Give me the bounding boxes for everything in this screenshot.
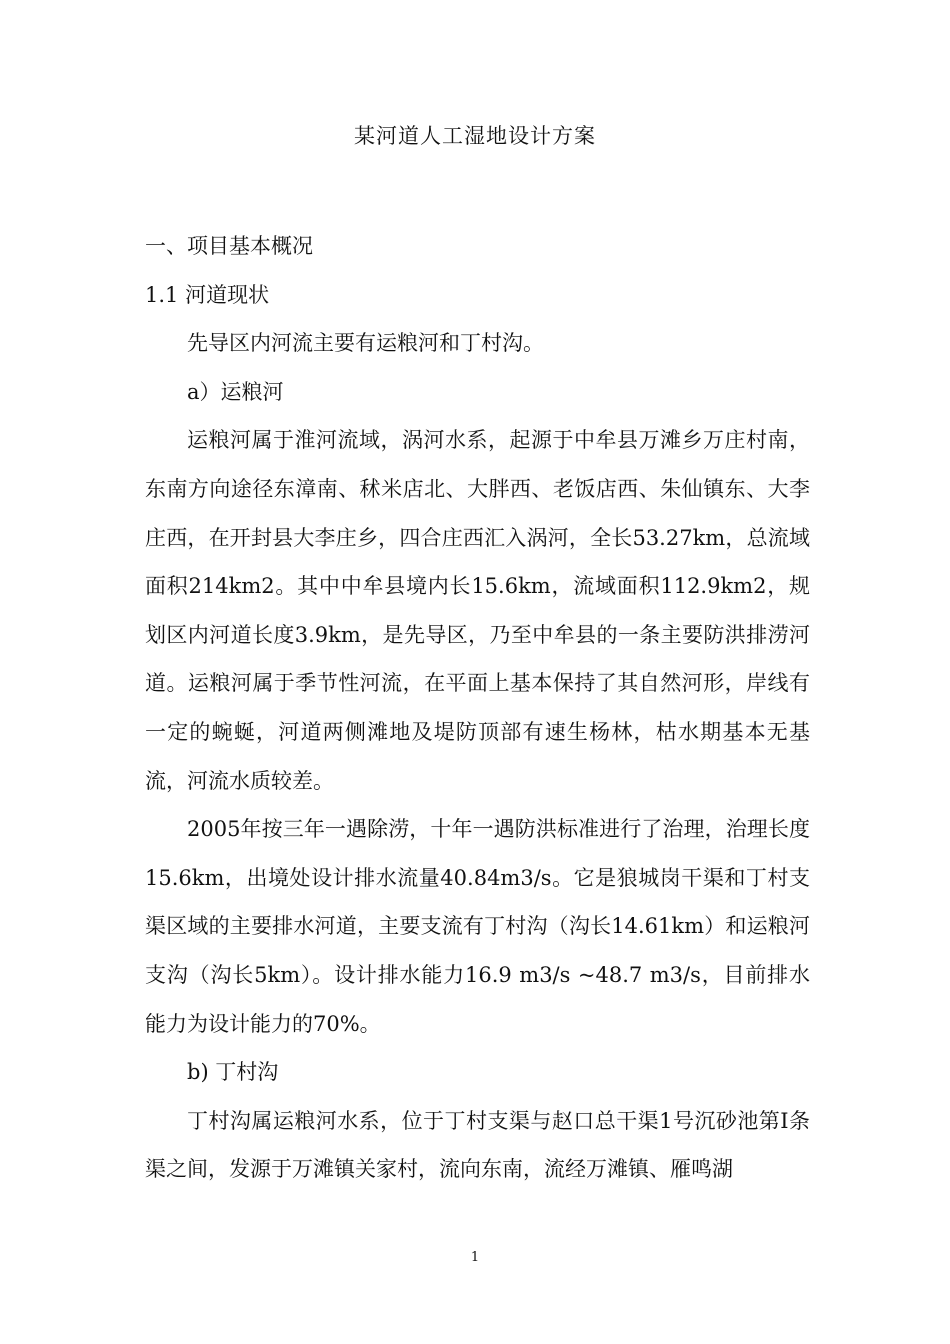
document-body	[145, 222, 810, 1194]
item-a-heading: a）运粮河	[187, 379, 284, 404]
intro-paragraph: 先导区内河流主要有运粮河和丁村沟。	[187, 331, 544, 356]
page-number: 1	[470, 1250, 480, 1265]
section-heading: 一、项目基本概况	[145, 234, 313, 258]
item-b-paragraph-1: 丁村沟属运粮河水系，位于丁村支渠与赵口总干渠1号沉砂池第Ⅰ条渠之间，发源于万滩镇关家村，流向东南，流经万滩镇、雁鸣湖	[145, 1108, 810, 1182]
item-a-paragraph-2: 2005年按三年一遇除涝，十年一遇防洪标准进行了治理，治理长度15.6km，出境处设计排水流量40.84m3/s。它是狼城岗干渠和丁村支渠区域的主要排水河道，主要支流有丁村沟（沟长14.61km）和运粮河支沟（沟长5km）。设计排水能力16.9 m3/s ~48.7 m3/s，目前排水能力为设计能力的70%。	[145, 817, 810, 1036]
item-b-heading: b) 丁村沟	[187, 1060, 279, 1085]
subsection-heading: 1.1 河道现状	[145, 282, 270, 307]
item-a-paragraph-1: 运粮河属于淮河流域，涡河水系，起源于中牟县万滩乡万庄村南，东南方向途径东漳南、秫米店北、大胖西、老饭店西、朱仙镇东、大李庄西，在开封县大李庄乡，四合庄西汇入涡河，全长53.27km，总流域面积214km2。其中中牟县境内长15.6km，流域面积112.9km2，规划区内河道长度3.9km，是先导区，乃至中牟县的一条主要防洪排涝河道。运粮河属于季节性河流，在平面上基本保持了其自然河形，岸线有一定的蜿蜒，河道两侧滩地及堤防顶部有速生杨林，枯水期基本无基流，河流水质较差。	[145, 428, 810, 793]
document-title: 某河道人工湿地设计方案	[354, 124, 596, 148]
